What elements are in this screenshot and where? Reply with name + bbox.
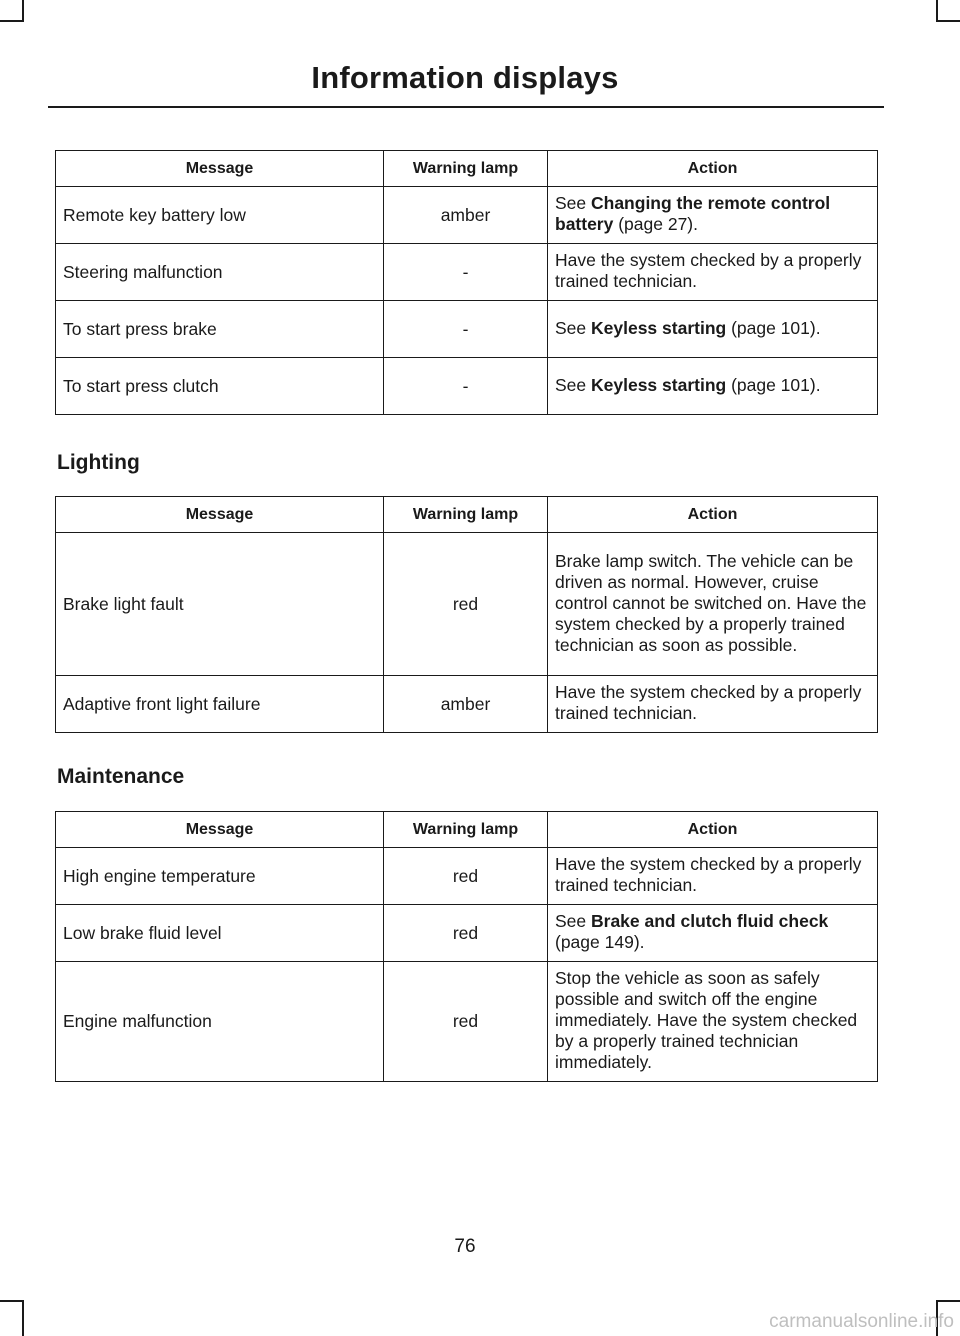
action-text: See bbox=[555, 317, 591, 338]
section-heading-maintenance: Maintenance bbox=[57, 765, 185, 788]
warning-lamp-cell: - bbox=[384, 358, 548, 415]
action-page: (page 101). bbox=[726, 374, 821, 395]
crop-mark-bottom-right-h bbox=[936, 1300, 960, 1302]
table-row bbox=[56, 187, 878, 244]
table-row bbox=[56, 962, 878, 1082]
action-cell bbox=[548, 187, 878, 244]
action-cell bbox=[548, 358, 878, 415]
action-text: Have the system checked by a properly trained technician. bbox=[555, 250, 862, 291]
table-header-row bbox=[56, 812, 878, 848]
column-header-warning-lamp: Warning lamp bbox=[384, 497, 548, 533]
crop-mark-top-right bbox=[936, 0, 938, 22]
action-reference[interactable]: Brake and clutch fluid check bbox=[591, 911, 829, 931]
action-text: Have the system checked by a properly trained technician. bbox=[555, 682, 862, 723]
warning-lamp-cell: amber bbox=[384, 676, 548, 733]
watermark[interactable]: carmanualsonline.info bbox=[769, 1311, 954, 1332]
title-divider bbox=[48, 106, 884, 108]
warning-lamp-cell: amber bbox=[384, 187, 548, 244]
action-page: (page 101). bbox=[726, 317, 821, 338]
action-text: See bbox=[555, 374, 591, 395]
column-header-action: Action bbox=[548, 151, 878, 187]
messages-table-maintenance bbox=[55, 811, 878, 1082]
table-row bbox=[56, 676, 878, 733]
table-row bbox=[56, 301, 878, 358]
warning-lamp-cell: red bbox=[384, 848, 548, 905]
table-row bbox=[56, 533, 878, 676]
action-cell bbox=[548, 244, 878, 301]
page-number: 76 bbox=[454, 1236, 476, 1257]
action-text: Have the system checked by a properly trained technician. bbox=[555, 854, 862, 895]
column-header-message: Message bbox=[56, 497, 384, 533]
section-heading-lighting: Lighting bbox=[57, 451, 140, 474]
crop-mark-top-right-h bbox=[936, 20, 960, 22]
column-header-warning-lamp: Warning lamp bbox=[384, 151, 548, 187]
crop-mark-bottom-left bbox=[22, 1300, 24, 1336]
column-header-action: Action bbox=[548, 812, 878, 848]
column-header-message: Message bbox=[56, 812, 384, 848]
table-row bbox=[56, 848, 878, 905]
message-cell: To start press brake bbox=[56, 301, 384, 358]
table-row bbox=[56, 358, 878, 415]
action-cell bbox=[548, 848, 878, 905]
table-header-row bbox=[56, 151, 878, 187]
action-reference[interactable]: Keyless starting bbox=[591, 374, 727, 395]
message-cell: Steering malfunction bbox=[56, 244, 384, 301]
message-cell: To start press clutch bbox=[56, 358, 384, 415]
action-text: Stop the vehicle as soon as safely possible and switch off the engine immediately. Have the system checked by a properly trained technician immediately. bbox=[555, 968, 858, 1072]
table-row bbox=[56, 244, 878, 301]
table-row bbox=[56, 905, 878, 962]
message-cell: High engine temperature bbox=[56, 848, 384, 905]
action-text: See bbox=[555, 193, 591, 213]
table-header-row bbox=[56, 497, 878, 533]
action-text: See bbox=[555, 911, 591, 931]
message-cell: Remote key battery low bbox=[56, 187, 384, 244]
messages-table-general bbox=[55, 150, 878, 415]
action-page: (page 149). bbox=[555, 932, 645, 952]
crop-mark-top-left-h bbox=[0, 20, 24, 22]
action-cell bbox=[548, 905, 878, 962]
warning-lamp-cell: red bbox=[384, 962, 548, 1082]
action-cell bbox=[548, 301, 878, 358]
message-cell: Adaptive front light failure bbox=[56, 676, 384, 733]
page-title: Information displays bbox=[311, 60, 619, 95]
action-reference[interactable]: Changing the remote control battery bbox=[555, 193, 831, 234]
warning-lamp-cell: - bbox=[384, 301, 548, 358]
action-cell bbox=[548, 962, 878, 1082]
warning-lamp-cell: red bbox=[384, 533, 548, 676]
warning-lamp-cell: red bbox=[384, 905, 548, 962]
action-text: Brake lamp switch. The vehicle can be driven as normal. However, cruise control cannot be switched on. Have the system checked by a properly trained technician as soon as possible. bbox=[555, 550, 867, 655]
action-reference[interactable]: Keyless starting bbox=[591, 317, 727, 338]
column-header-warning-lamp: Warning lamp bbox=[384, 812, 548, 848]
messages-table-lighting bbox=[55, 496, 878, 733]
crop-mark-bottom-left-h bbox=[0, 1300, 24, 1302]
crop-mark-top-left bbox=[22, 0, 24, 22]
action-page: (page 27). bbox=[613, 214, 698, 234]
action-cell bbox=[548, 533, 878, 676]
column-header-message: Message bbox=[56, 151, 384, 187]
message-cell: Low brake fluid level bbox=[56, 905, 384, 962]
column-header-action: Action bbox=[548, 497, 878, 533]
warning-lamp-cell: - bbox=[384, 244, 548, 301]
message-cell: Brake light fault bbox=[56, 533, 384, 676]
message-cell: Engine malfunction bbox=[56, 962, 384, 1082]
action-cell bbox=[548, 676, 878, 733]
